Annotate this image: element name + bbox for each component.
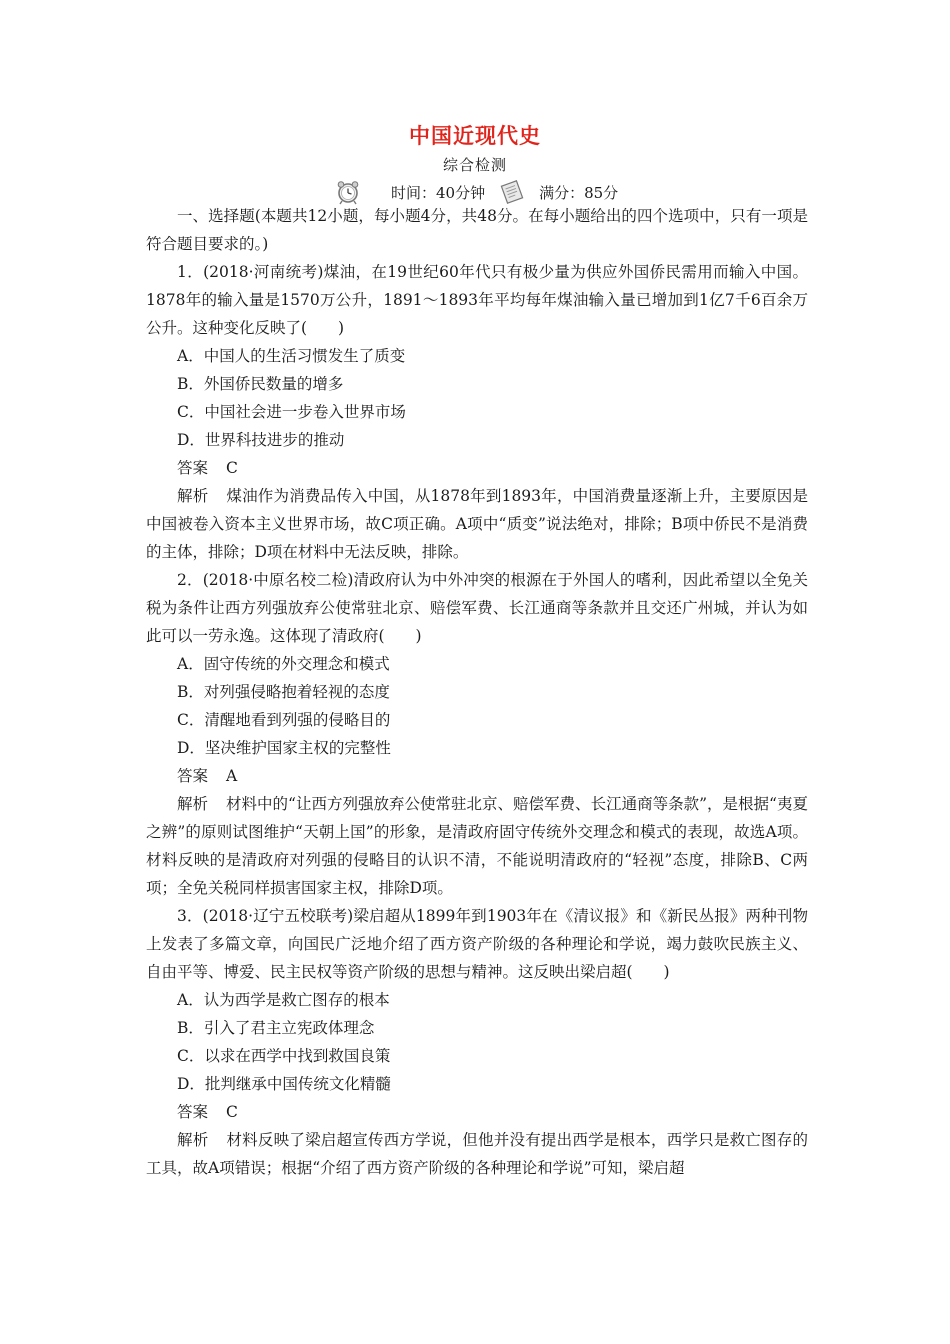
answer-value: C [226, 1103, 238, 1121]
section-intro: 一、选择题(本题共12小题，每小题4分，共48分。在每小题给出的四个选项中，只有一项是符合题目要求的。) [146, 207, 808, 253]
full-score: 满分：85分 [539, 183, 619, 202]
analysis-label: 解析 [177, 487, 209, 505]
option-a: A．固守传统的外交理念和模式 [177, 655, 390, 673]
answer-label: 答案 [177, 767, 209, 785]
option-c: C．清醒地看到列强的侵略目的 [177, 711, 391, 729]
question-stem: 3．(2018·辽宁五校联考)梁启超从1899年到1903年在《清议报》和《新民丛报》两种刊物上发表了多篇文章，向国民广泛地介绍了西方资产阶级的各种理论和学说，竭力鼓吹民族主义、自由平等、博爱、民主民权等资产阶级的思想与精神。这反映出梁启超( ) [146, 907, 808, 981]
option-d: D．世界科技进步的推动 [177, 431, 345, 449]
option-a: A．中国人的生活习惯发生了质变 [177, 347, 406, 365]
answer-line [146, 1098, 808, 1126]
analysis-text: 煤油作为消费品传入中国，从1878年到1893年，中国消费量逐渐上升，主要原因是中国被卷入资本主义世界市场，故C项正确。A项中“质变”说法绝对，排除；B项中侨民不是消费的主体，排除；D项在材料中无法反映，排除。 [146, 487, 808, 561]
option-b: B．引入了君主立宪政体理念 [177, 1019, 375, 1037]
answer-line [146, 454, 808, 482]
analysis-text: 材料中的“让西方列强放弃公使常驻北京、赔偿军费、长江通商等条款”，是根据“夷夏之辨”的原则试图维护“天朝上国”的形象，是清政府固守传统外交理念和模式的表现，故选A项。材料反映的是清政府对列强的侵略目的认识不清，不能说明清政府的“轻视”态度，排除B、C两项；全免关税同样损害国家主权，排除D项。 [146, 795, 808, 897]
answer-value: A [226, 767, 238, 785]
option-a: A．认为西学是救亡图存的根本 [177, 991, 390, 1009]
analysis-paragraph [146, 1126, 808, 1182]
answer-label: 答案 [177, 459, 209, 477]
analysis-label: 解析 [177, 795, 209, 813]
exam-content [146, 202, 808, 1182]
page-title: 中国近现代史 [409, 124, 541, 148]
time-limit: 时间：40分钟 [391, 183, 486, 202]
option-d: D．批判继承中国传统文化精髓 [177, 1075, 391, 1093]
analysis-text: 材料反映了梁启超宣传西方学说，但他并没有提出西学是根本，西学只是救亡图存的工具，故A项错误；根据“介绍了西方资产阶级的各种理论和学说”可知，梁启超 [146, 1131, 808, 1177]
option-b: B．外国侨民数量的增多 [177, 375, 344, 393]
option-c: C．以求在西学中找到救国良策 [177, 1047, 391, 1065]
option-d: D．坚决维护国家主权的完整性 [177, 739, 391, 757]
question-stem: 1．(2018·河南统考)煤油，在19世纪60年代只有极少量为供应外国侨民需用而输入中国。1878年的输入量是1570万公升，1891～1893年平均每年煤油输入量已增加到1亿7千6百余万公升。这种变化反映了( ) [146, 263, 808, 337]
analysis-paragraph [146, 790, 808, 902]
answer-label: 答案 [177, 1103, 209, 1121]
option-b: B．对列强侵略抱着轻视的态度 [177, 683, 390, 701]
question-stem: 2．(2018·中原名校二检)清政府认为中外冲突的根源在于外国人的嗜利，因此希望以全免关税为条件让西方列强放弃公使常驻北京、赔偿军费、长江通商等条款并且交还广州城，并认为如此可以一劳永逸。这体现了清政府( ) [146, 571, 808, 645]
page-subtitle: 综合检测 [442, 156, 507, 174]
answer-value: C [226, 459, 238, 477]
analysis-label: 解析 [177, 1131, 209, 1149]
analysis-paragraph [146, 482, 808, 566]
answer-line [146, 762, 808, 790]
option-c: C．中国社会进一步卷入世界市场 [177, 403, 406, 421]
